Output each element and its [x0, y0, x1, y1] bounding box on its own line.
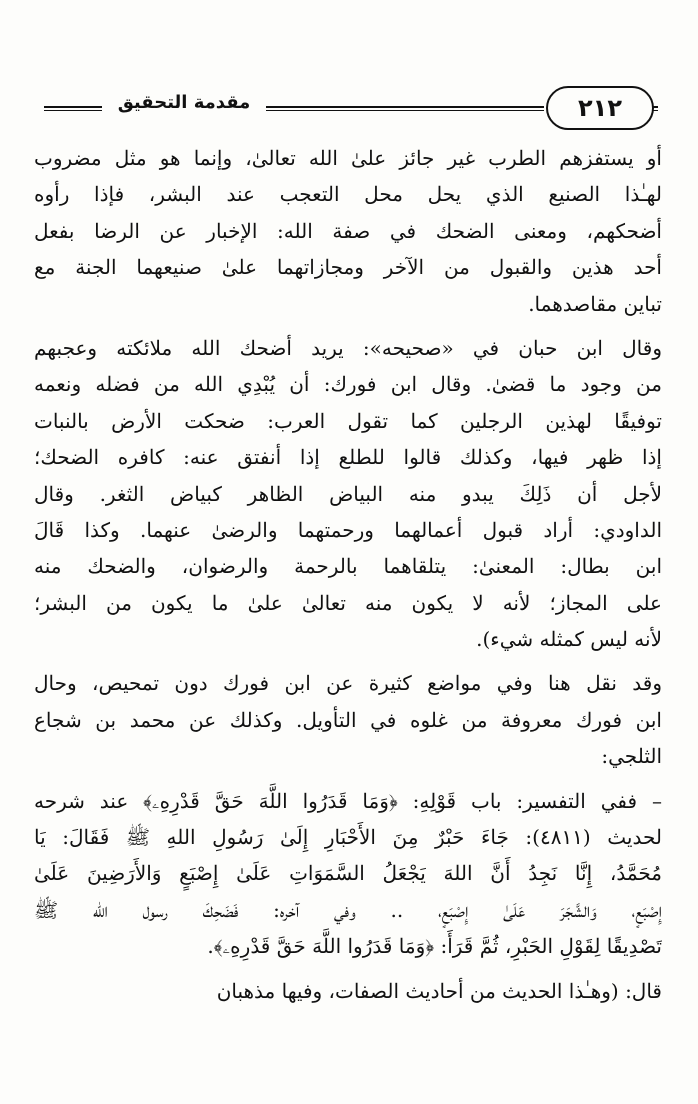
- text-line: تباين مقاصدهما.: [528, 291, 662, 316]
- header-rule-middle: [266, 106, 544, 111]
- page-number-badge: [546, 86, 654, 130]
- body-text: [34, 140, 662, 1009]
- text-line: – ففي التفسير: باب قَوْلِهِ: ﴿وَمَا قَدَرُوا اللَّهَ حَقَّ قَدْرِهِۦ﴾ عند شرحه: [34, 788, 662, 813]
- text-line: إذا ظهر فيها، وكذلك قالوا للطلع إذا أنفتق عنه: كافره الضحك؛: [34, 445, 662, 470]
- text-line: أضحكهم، ومعنى الضحك في صفة الله: الإخبار عن الرضا بفعل: [34, 218, 662, 243]
- text-line: من وجود ما قضىٰ. وقال ابن فورك: أن يُبْدِي الله من فضله ونعمه: [34, 372, 662, 397]
- text-line: وقال ابن حبان في «صحيحه»: يريد أضحك الله ملائكته وعجبهم: [34, 335, 662, 360]
- header-rule-right: [652, 106, 658, 111]
- text-line: تَصْدِيقًا لِقَوْلِ الحَبْرِ، ثُمَّ قَرَأَ: ﴿وَمَا قَدَرُوا اللَّهَ حَقَّ قَدْرِهِۦ﴾.: [207, 934, 662, 959]
- text-line: ابن بطال: المعنىٰ: يتلقاهما بالرحمة والرضوان، والضحك منه: [34, 554, 662, 579]
- text-line: الداودي: أراد قبول أعمالهما ورحمتهما والرضىٰ عنهما. وكذا قَالَ: [34, 517, 662, 542]
- text-line: لحديث (٤٨١١): جَاءَ حَبْرٌ مِنَ الأَحْبَارِ إِلَىٰ رَسُولِ اللهِ ﷺ فَقَالَ: يَا: [34, 825, 662, 850]
- text-line: أو يستفزهم الطرب غير جائز علىٰ الله تعالىٰ، وإنما هو مثل مضروب: [34, 146, 662, 170]
- text-line: توفيقًا لهذين الرجلين كما تقول العرب: ضحكت الأرض بالنبات: [34, 408, 662, 433]
- text-line: ابن فورك معروفة من غلوه في التأويل. وكذلك عن محمد بن شجاع: [34, 707, 662, 732]
- text-line: لأجل أن ذَلِكَ يبدو منه البياض الظاهر كبياض الثغر. وقال: [34, 481, 662, 506]
- text-line: لهـٰذا الصنيع الذي يحل محل التعجب عند البشر، فإذا رأوه: [34, 182, 662, 207]
- page-number: ٢١٢: [578, 94, 622, 122]
- text-line: على المجاز؛ لأنه لا يكون منه تعالىٰ علىٰ ما يكون من البشر؛: [34, 590, 662, 615]
- section-title: مقدمة التحقيق: [117, 92, 251, 113]
- header-rule-left: [44, 106, 102, 111]
- page-header: [44, 84, 658, 138]
- text-line: أحد هذين والقبول من الآخر ومجازاتهما علىٰ صنيعهما الجنة مع: [34, 255, 662, 280]
- text-line: لأنه ليس كمثله شيء).: [476, 627, 662, 652]
- text-line: وقد نقل هنا وفي مواضع كثيرة عن ابن فورك دون تمحيص، وحال: [34, 671, 662, 696]
- text-line: قال: (وهـٰذا الحديث من أحاديث الصفات، وفيها مذهبان: [216, 978, 662, 1003]
- text-line: مُحَمَّدُ، إِنَّا نَجِدُ أَنَّ اللهَ يَجْعَلُ السَّمَوَاتِ عَلَىٰ إِصْبَعٍ وَالأَرَضِينَ عَلَىٰ: [34, 861, 662, 886]
- text-line: إِصْبَعٍ، وَالشَّجَرَ عَلَىٰ إِصْبَعٍ، .. وفي آخره: فَضَحِكَ رسول الله ﷺ: [34, 897, 662, 922]
- text-line: الثلجي:: [601, 744, 662, 769]
